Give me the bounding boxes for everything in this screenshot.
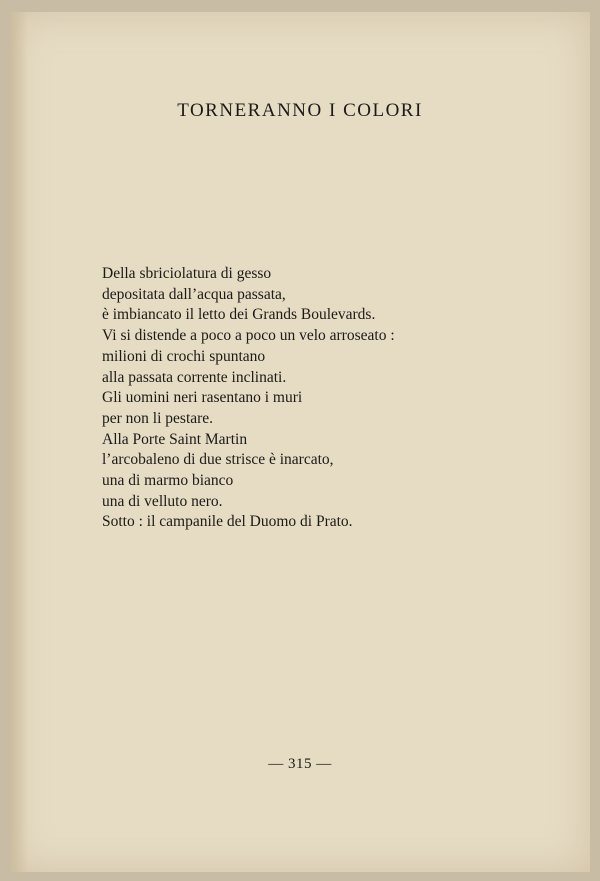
poem-line: Vi si distende a poco a poco un velo arroseato : [102,327,395,345]
poem-title: TORNERANNO I COLORI [177,100,423,121]
poem-body [102,264,395,533]
poem-line: per non li pestare. [102,409,214,427]
page-gutter-shadow [10,12,28,872]
poem-line: Alla Porte Saint Martin [102,430,248,448]
page-number: — 315 — [268,756,332,772]
poem-line: depositata dall’acqua passata, [102,285,286,303]
poem-line: una di velluto nero. [102,492,223,510]
book-page [10,12,590,872]
poem-line: Sotto : il campanile del Duomo di Prato. [102,513,353,531]
poem-line: una di marmo bianco [102,472,234,490]
poem-line: l’arcobaleno di due strisce è inarcato, [102,451,334,469]
poem-line: alla passata corrente inclinati. [102,368,287,386]
poem-line: Gli uomini neri rasentano i muri [102,389,303,407]
poem-line: è imbiancato il letto dei Grands Boulevards. [102,306,376,324]
poem-line: milioni di crochi spuntano [102,347,266,365]
poem-line: Della sbriciolatura di gesso [102,265,272,282]
